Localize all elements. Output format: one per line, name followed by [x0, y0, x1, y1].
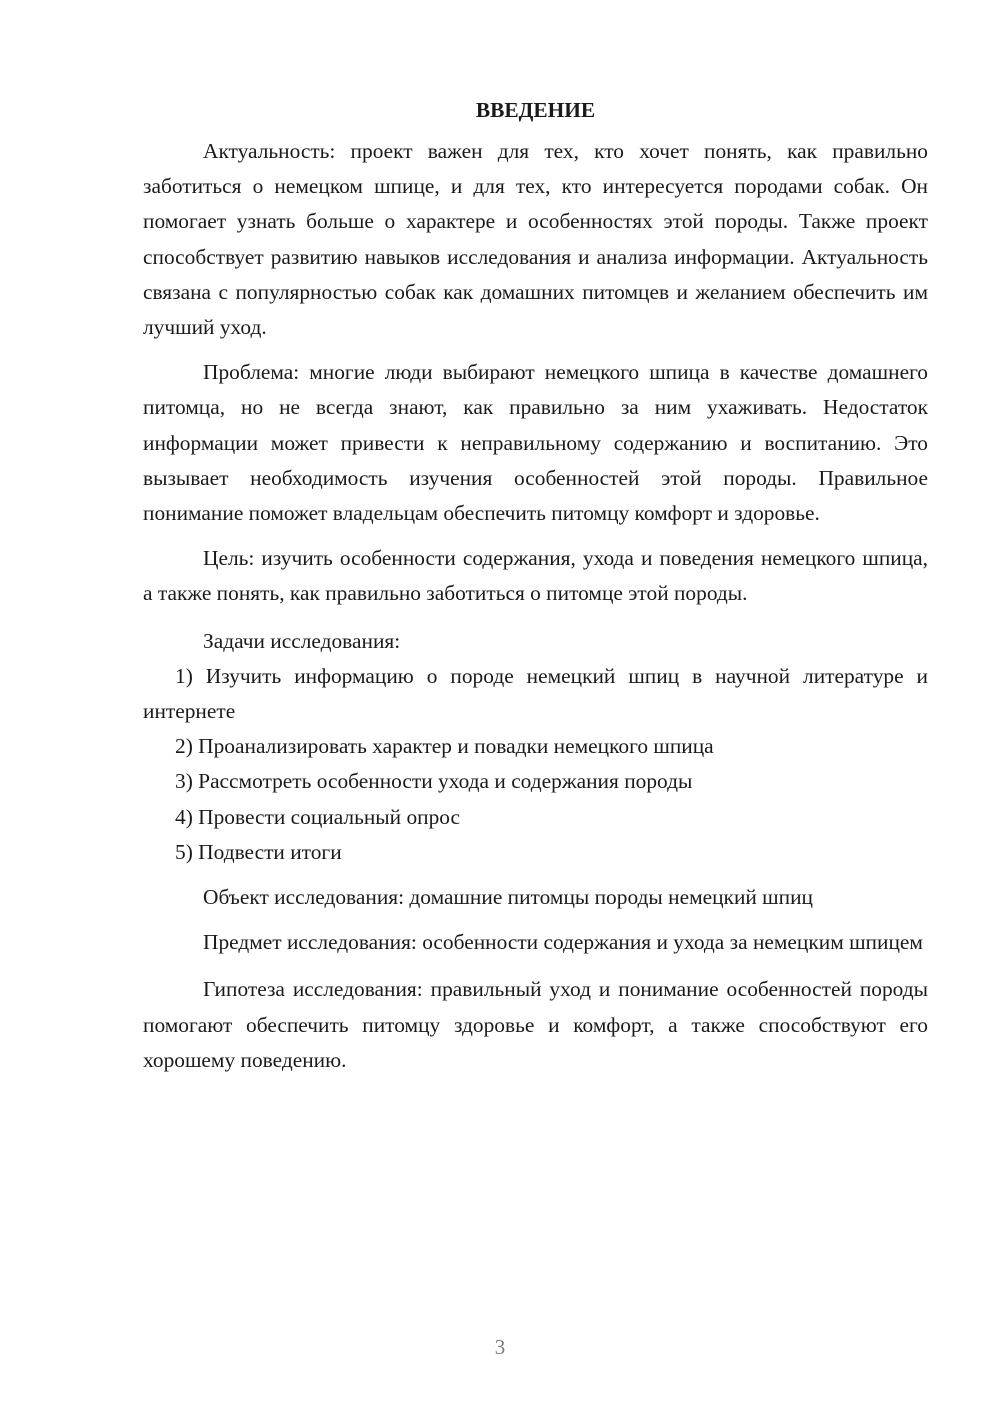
document-page — [143, 92, 928, 1078]
page-number: 3 — [494, 1335, 506, 1359]
relevance-paragraph: Актуальность: проект важен для тех, кто хочет понять, как правильно заботиться о немецком шпице, и для тех, кто интересуется породами собак. Он помогает узнать больше о характере и особенностях этой породы. Также проект способствует развитию навыков исследования и анализа информации. Актуальность связана с популярностью собак как домашних питомцев и желанием обеспечить им лучший уход. — [143, 139, 928, 340]
list-item: 1) Изучить информацию о породе немецкий шпиц в научной литературе и интернете — [143, 663, 928, 724]
list-item: 4) Провести социальный опрос — [175, 804, 461, 829]
object-paragraph: Объект исследования: домашние питомцы породы немецкий шпиц — [203, 885, 813, 910]
tasks-list — [143, 659, 928, 870]
subject-paragraph: Предмет исследования: особенности содержания и ухода за немецким шпицем — [203, 930, 923, 955]
page-title: ВВЕДЕНИЕ — [475, 98, 596, 122]
goal-paragraph: Цель: изучить особенности содержания, ухода и поведения немецкого шпица, а также понять, как правильно заботиться о питомце этой породы. — [143, 546, 928, 606]
list-item: 5) Подвести итоги — [175, 839, 342, 864]
list-item: 3) Рассмотреть особенности ухода и содержания породы — [175, 769, 693, 794]
tasks-heading: Задачи исследования: — [203, 628, 401, 653]
problem-paragraph: Проблема: многие люди выбирают немецкого шпица в качестве домашнего питомца, но не всегда знают, как правильно за ним ухаживать. Недостаток информации может привести к неправильному содержанию и воспитанию. Это вызывает необходимость изучения особенностей этой породы. Правильное понимание поможет владельцам обеспечить питомцу комфорт и здоровье. — [143, 360, 928, 526]
list-item: 2) Проанализировать характер и повадки немецкого шпица — [175, 734, 714, 759]
hypothesis-paragraph: Гипотеза исследования: правильный уход и понимание особенностей породы помогают обеспечить питомцу здоровье и комфорт, а также способствуют его хорошему поведению. — [143, 977, 928, 1072]
